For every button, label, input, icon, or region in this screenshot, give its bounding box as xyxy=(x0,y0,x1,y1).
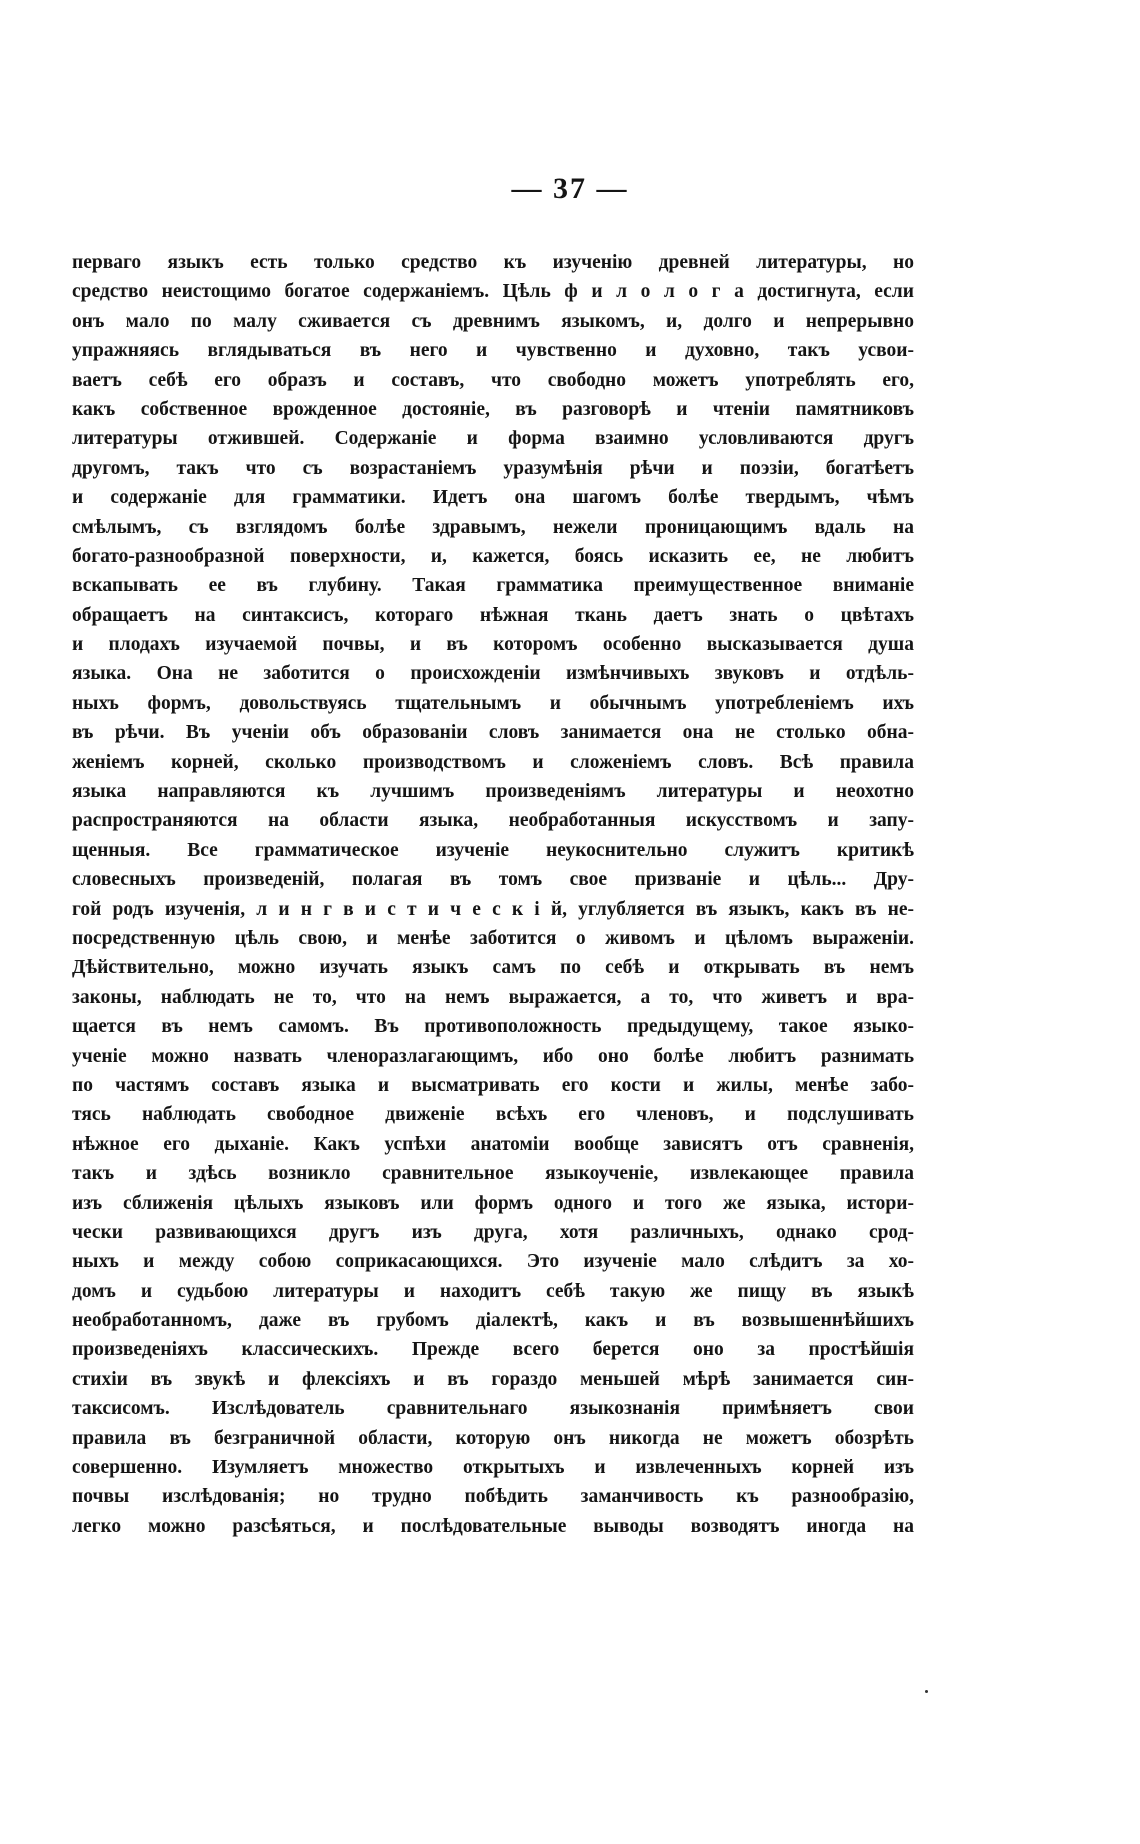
text-line: ныхъ и между собою соприкасающихся. Это изученіе мало слѣдитъ за хо- xyxy=(72,1251,914,1273)
text-line: законы, наблюдать не то, что на немъ выражается, а то, что живетъ и вра- xyxy=(72,986,914,1008)
text-line: вскапывать ее въ глубину. Такая грамматика преимущественное вниманіе xyxy=(72,575,914,597)
text-line: какъ собственное врожденное достояніе, въ разговорѣ и чтеніи памятниковъ xyxy=(72,398,914,420)
text-line: и плодахъ изучаемой почвы, и въ которомъ особенно высказывается душа xyxy=(72,634,914,656)
text-line: таксисомъ. Изслѣдователь сравнительнаго языкознанія примѣняетъ свои xyxy=(72,1398,914,1420)
text-line: обращаетъ на синтаксисъ, котораго нѣжная ткань даетъ знать о цвѣтахъ xyxy=(72,604,914,626)
text-line: такъ и здѣсь возникло сравнительное языкоученіе, извлекающее правила xyxy=(72,1163,914,1185)
body-text xyxy=(72,248,914,1541)
text-line: гой родъ изученія, л и н г в и с т и ч е с к і й, углубляется въ языкъ, какъ въ не- xyxy=(72,898,914,920)
text-line: домъ и судьбою литературы и находитъ себѣ такую же пищу въ языкѣ xyxy=(72,1280,914,1302)
text-line: легко можно разсѣяться, и послѣдовательные выводы возводятъ иногда на xyxy=(72,1515,914,1537)
text-line: средство неистощимо богатое содержаніемъ. Цѣль ф и л о л о г а достигнута, если xyxy=(72,281,914,303)
text-line: почвы изслѣдованія; но трудно побѣдить заманчивость къ разнообразію, xyxy=(72,1486,914,1508)
text-line: изъ сближенія цѣлыхъ языковъ или формъ одного и того же языка, истори- xyxy=(72,1192,914,1214)
text-line: щенныя. Все грамматическое изученіе неукоснительно служитъ критикѣ xyxy=(72,839,914,861)
text-line: другомъ, такъ что съ возрастаніемъ уразумѣнія рѣчи и поэзіи, богатѣетъ xyxy=(72,457,914,479)
text-line: онъ мало по малу сживается съ древнимъ языкомъ, и, долго и непрерывно xyxy=(72,310,914,332)
text-line: богато-разнообразной поверхности, и, кажется, боясь исказить ее, не любитъ xyxy=(72,545,914,567)
text-line: литературы отжившей. Содержаніе и форма взаимно условливаются другъ xyxy=(72,428,914,450)
text-line: языка направляются къ лучшимъ произведеніямъ литературы и неохотно xyxy=(72,781,914,803)
text-line: стихіи въ звукѣ и флексіяхъ и въ гораздо меньшей мѣрѣ занимается син- xyxy=(72,1368,914,1390)
text-line: произведеніяхъ классическихъ. Прежде всего берется оно за простѣйшія xyxy=(72,1339,914,1361)
text-line: чески развивающихся другъ изъ друга, хотя различныхъ, однако срод- xyxy=(72,1221,914,1243)
text-line: правила въ безграничной области, которую онъ никогда не можетъ обозрѣть xyxy=(72,1427,914,1449)
text-line: и содержаніе для грамматики. Идетъ она шагомъ болѣе твердымъ, чѣмъ xyxy=(72,487,914,509)
text-line: смѣлымъ, съ взглядомъ болѣе здравымъ, нежели проницающимъ вдаль на xyxy=(72,516,914,538)
text-line: въ рѣчи. Въ ученіи объ образованіи словъ занимается она не столько обна- xyxy=(72,722,914,744)
ink-speck xyxy=(925,1690,928,1693)
text-line: ученіе можно назвать членоразлагающимъ, ибо оно болѣе любитъ разнимать xyxy=(72,1045,914,1067)
text-line: необработанномъ, даже въ грубомъ діалектѣ, какъ и въ возвышеннѣйшихъ xyxy=(72,1310,914,1332)
text-line: упражняясь вглядываться въ него и чувственно и духовно, такъ усвои- xyxy=(72,340,914,362)
text-line: нѣжное его дыханіе. Какъ успѣхи анатоміи вообще зависятъ отъ сравненія, xyxy=(72,1133,914,1155)
text-line: Дѣйствительно, можно изучать языкъ самъ по себѣ и открывать въ немъ xyxy=(72,957,914,979)
text-line: перваго языкъ есть только средство къ изученію древней литературы, но xyxy=(72,252,914,273)
text-line: щается въ немъ самомъ. Въ противоположность предыдущему, такое языко- xyxy=(72,1016,914,1038)
page-number: — 37 — xyxy=(511,172,629,205)
text-line: тясь наблюдать свободное движеніе всѣхъ его членовъ, и подслушивать xyxy=(72,1104,914,1126)
text-line: по частямъ составъ языка и высматривать его кости и жилы, менѣе забо- xyxy=(72,1074,914,1096)
text-line: распространяются на области языка, необработанныя искусствомъ и запу- xyxy=(72,810,914,832)
text-line: женіемъ корней, сколько производствомъ и сложеніемъ словъ. Всѣ правила xyxy=(72,751,914,773)
text-line: словесныхъ произведеній, полагая въ томъ свое призваніе и цѣль... Дру- xyxy=(72,869,914,891)
text-line: ныхъ формъ, довольствуясь тщательнымъ и обычнымъ употребленіемъ ихъ xyxy=(72,692,914,714)
text-line: ваетъ себѣ его образъ и составъ, что свободно можетъ употреблять его, xyxy=(72,369,914,391)
text-line: совершенно. Изумляетъ множество открытыхъ и извлеченныхъ корней изъ xyxy=(72,1457,914,1479)
text-line: посредственную цѣль свою, и менѣе заботится о живомъ и цѣломъ выраженіи. xyxy=(72,927,914,949)
text-line: языка. Она не заботится о происхожденіи измѣнчивыхъ звуковъ и отдѣль- xyxy=(72,663,914,685)
